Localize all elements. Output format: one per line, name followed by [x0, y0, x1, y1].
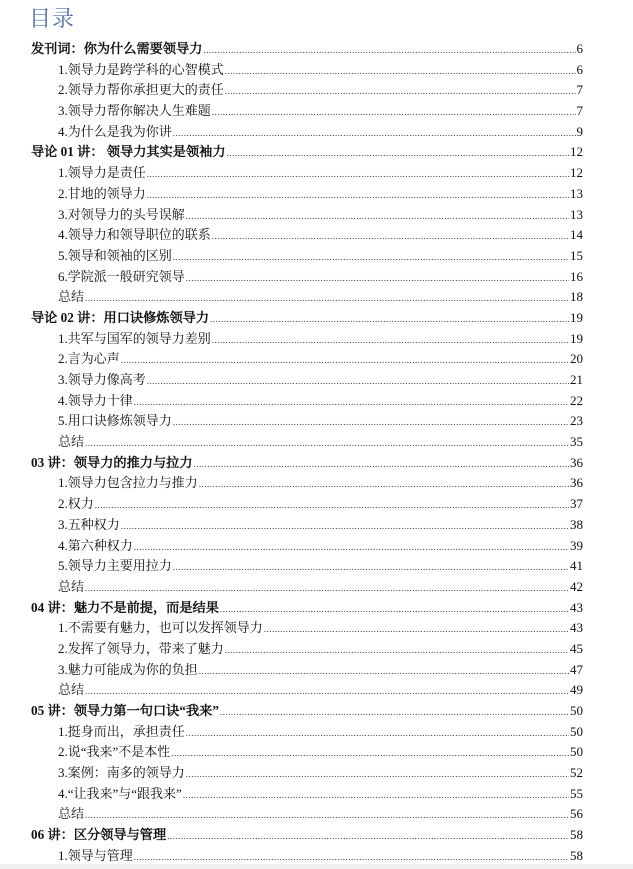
dot-leader [85, 433, 569, 454]
toc-section-entry[interactable] [0, 784, 633, 805]
toc-entry-label: 03 讲：领导力的推力与拉力 [31, 454, 193, 470]
toc-entry-label: 2.权力 [58, 496, 94, 512]
toc-entry-label: 4.领导力十律 [58, 392, 133, 408]
toc-entry-label: 3.案例：南多的领导力 [58, 765, 185, 781]
toc-entry-label: 1.领导力是责任 [58, 165, 146, 181]
dot-leader [212, 102, 576, 123]
toc-entry-label: 05 讲：领导力第一句口诀“我来” [31, 703, 219, 718]
toc-page-number: 47 [570, 661, 583, 677]
toc-entry-label: 1.不需要有魅力，也可以发挥领导力 [58, 620, 263, 636]
toc-page-number: 49 [570, 682, 583, 698]
toc-section-entry[interactable] [0, 660, 633, 681]
toc-entry-label: 2.甘地的领导力 [58, 185, 146, 201]
toc-page-number: 38 [570, 516, 583, 532]
toc-page-number: 37 [570, 496, 583, 512]
toc-chapter-entry[interactable] [0, 825, 633, 846]
dot-leader [121, 350, 569, 371]
toc-section-entry[interactable] [0, 370, 633, 391]
page-bottom-edge [0, 864, 633, 869]
dot-leader [173, 557, 569, 578]
toc-section-entry[interactable] [0, 680, 633, 701]
toc-entry-label: 6.学院派一般研究领导 [58, 268, 185, 284]
dot-leader [85, 578, 569, 599]
toc-section-entry[interactable] [0, 80, 633, 101]
dot-leader [147, 371, 569, 392]
toc-page-number: 43 [570, 599, 583, 615]
dot-leader [85, 681, 569, 702]
toc-entry-label: 3.对领导力的头号误解 [58, 206, 185, 222]
toc-entry-label: 3.五种权力 [58, 516, 120, 532]
toc-page-number: 18 [570, 289, 583, 305]
toc-entry-label: 1.领导与管理 [58, 847, 133, 863]
toc-entry-label: 4.“让我来”与“跟我来” [58, 785, 182, 801]
dot-leader [264, 619, 569, 640]
dot-leader [225, 81, 576, 102]
toc-page-number: 52 [570, 765, 583, 781]
toc-section-entry[interactable] [0, 267, 633, 288]
toc-chapter-entry[interactable] [0, 598, 633, 619]
toc-entry-label: 3.领导力帮你解决人生难题 [58, 103, 211, 119]
toc-entry-label: 1.领导力是跨学科的心智模式 [58, 61, 224, 77]
table-of-contents [0, 39, 633, 867]
toc-section-entry[interactable] [0, 163, 633, 184]
dot-leader [186, 206, 569, 227]
toc-entry-label: 发刊词：你为什么需要领导力 [31, 41, 203, 56]
dot-leader [147, 164, 569, 185]
toc-page-number: 43 [570, 620, 583, 636]
toc-entry-label: 3.魅力可能成为你的负担 [58, 661, 198, 677]
toc-page-number: 14 [570, 227, 583, 243]
toc-section-entry[interactable] [0, 101, 633, 122]
toc-page-number: 58 [570, 847, 583, 863]
toc-section-entry[interactable] [0, 473, 633, 494]
toc-page-number: 50 [570, 723, 583, 739]
dot-leader [194, 454, 569, 475]
toc-page-number: 7 [576, 82, 583, 98]
toc-chapter-entry[interactable] [0, 701, 633, 722]
toc-chapter-entry[interactable] [0, 308, 633, 329]
dot-leader [203, 40, 575, 61]
toc-page-number: 36 [570, 475, 583, 491]
dot-leader [183, 785, 569, 806]
toc-chapter-entry[interactable] [0, 453, 633, 474]
toc-page-number: 55 [570, 785, 583, 801]
toc-entry-label: 2.说“我来”不是本性 [58, 744, 171, 760]
toc-page-number: 7 [576, 103, 583, 119]
toc-entry-label: 导论 01 讲： 领导力其实是领袖力 [31, 144, 226, 160]
toc-section-entry[interactable] [0, 722, 633, 743]
toc-page-number: 16 [570, 268, 583, 284]
dot-leader [220, 599, 569, 620]
toc-section-entry[interactable] [0, 742, 633, 763]
dot-leader [225, 640, 569, 661]
toc-page-number: 13 [570, 206, 583, 222]
dot-leader [147, 185, 569, 206]
dot-leader [167, 826, 569, 847]
dot-leader [134, 392, 569, 413]
toc-section-entry[interactable] [0, 577, 633, 598]
toc-section-entry[interactable] [0, 205, 633, 226]
toc-section-entry[interactable] [0, 618, 633, 639]
toc-page-number: 21 [570, 372, 583, 387]
toc-entry-label: 2.言为心声 [58, 351, 120, 367]
toc-entry-label: 06 讲：区分领导与管理 [31, 827, 167, 843]
toc-section-entry[interactable] [0, 287, 633, 308]
dot-leader [173, 412, 569, 433]
toc-entry-label: 总结 [58, 806, 85, 822]
toc-entry-label: 4.第六种权力 [58, 537, 133, 553]
toc-entry-label: 5.用口诀修炼领导力 [58, 413, 172, 429]
toc-section-entry[interactable] [0, 391, 633, 412]
dot-leader [85, 288, 569, 309]
dot-leader [134, 537, 569, 558]
toc-entry-label: 总结 [58, 578, 85, 594]
toc-chapter-entry[interactable] [0, 39, 633, 60]
dot-leader [212, 330, 569, 351]
dot-leader [210, 309, 569, 330]
toc-title: 目录 [29, 7, 76, 32]
dot-leader [199, 474, 569, 495]
toc-page-number: 15 [570, 247, 583, 263]
toc-section-entry[interactable] [0, 639, 633, 660]
dot-leader [199, 661, 569, 682]
toc-section-entry[interactable] [0, 122, 633, 143]
toc-entry-label: 5.领导和领袖的区别 [58, 247, 172, 263]
dot-leader [225, 61, 576, 82]
toc-section-entry[interactable] [0, 184, 633, 205]
toc-section-entry[interactable] [0, 432, 633, 453]
toc-page-number: 13 [570, 185, 583, 201]
toc-page-number: 45 [570, 640, 583, 656]
toc-section-entry[interactable] [0, 804, 633, 825]
toc-page-number: 58 [570, 827, 583, 843]
toc-page-number: 6 [576, 61, 583, 77]
dot-leader [171, 743, 569, 764]
dot-leader [212, 226, 569, 247]
toc-section-entry[interactable] [0, 494, 633, 515]
toc-entry-label: 总结 [58, 434, 85, 450]
toc-page-number: 50 [570, 703, 583, 718]
toc-page-number: 12 [570, 144, 583, 160]
toc-page-number: 6 [576, 41, 583, 56]
toc-entry-label: 04 讲：魅力不是前提，而是结果 [31, 599, 219, 615]
dot-leader [95, 495, 569, 516]
dot-leader [186, 723, 569, 744]
toc-entry-label: 4.领导力和领导职位的联系 [58, 227, 211, 243]
toc-page-number: 42 [570, 578, 583, 594]
dot-leader [227, 143, 569, 164]
dot-leader [173, 123, 576, 144]
toc-section-entry[interactable] [0, 329, 633, 350]
toc-page-number: 19 [570, 309, 583, 325]
toc-page-number: 19 [570, 330, 583, 346]
toc-entry-label: 2.领导力帮你承担更大的责任 [58, 82, 224, 98]
dot-leader [121, 516, 569, 537]
toc-entry-label: 1.共军与国军的领导力差别 [58, 330, 211, 346]
toc-entry-label: 导论 02 讲：用口诀修炼领导力 [31, 309, 210, 325]
toc-section-entry[interactable] [0, 246, 633, 267]
dot-leader [173, 247, 569, 268]
toc-page-number: 12 [570, 165, 583, 181]
toc-page-number: 36 [570, 454, 583, 470]
toc-page-number: 22 [570, 392, 583, 408]
toc-section-entry[interactable] [0, 556, 633, 577]
toc-page-number: 35 [570, 434, 583, 450]
toc-section-entry[interactable] [0, 536, 633, 557]
toc-entry-label: 1.挺身而出，承担责任 [58, 723, 185, 739]
toc-page-number: 50 [570, 744, 583, 760]
toc-page-number: 9 [576, 123, 583, 139]
toc-page-number: 56 [570, 806, 583, 822]
toc-page-number: 39 [570, 537, 583, 553]
toc-section-entry[interactable] [0, 349, 633, 370]
toc-entry-label: 2.发挥了领导力，带来了魅力 [58, 640, 224, 656]
toc-entry-label: 4.为什么是我为你讲 [58, 123, 172, 139]
toc-section-entry[interactable] [0, 515, 633, 536]
toc-entry-label: 3.领导力像高考 [58, 372, 146, 387]
toc-entry-label: 总结 [58, 682, 85, 698]
dot-leader [85, 805, 569, 826]
dot-leader [186, 764, 569, 785]
toc-page-number: 20 [570, 351, 583, 367]
toc-section-entry[interactable] [0, 60, 633, 81]
dot-leader [220, 702, 569, 723]
toc-entry-label: 5.领导力主要用拉力 [58, 558, 172, 574]
toc-section-entry[interactable] [0, 763, 633, 784]
toc-entry-label: 1.领导力包含拉力与推力 [58, 475, 198, 491]
toc-section-entry[interactable] [0, 225, 633, 246]
toc-page-number: 41 [570, 558, 583, 574]
toc-page-number: 23 [570, 413, 583, 429]
toc-chapter-entry[interactable] [0, 142, 633, 163]
dot-leader [186, 268, 569, 289]
toc-entry-label: 总结 [58, 289, 85, 305]
toc-section-entry[interactable] [0, 411, 633, 432]
